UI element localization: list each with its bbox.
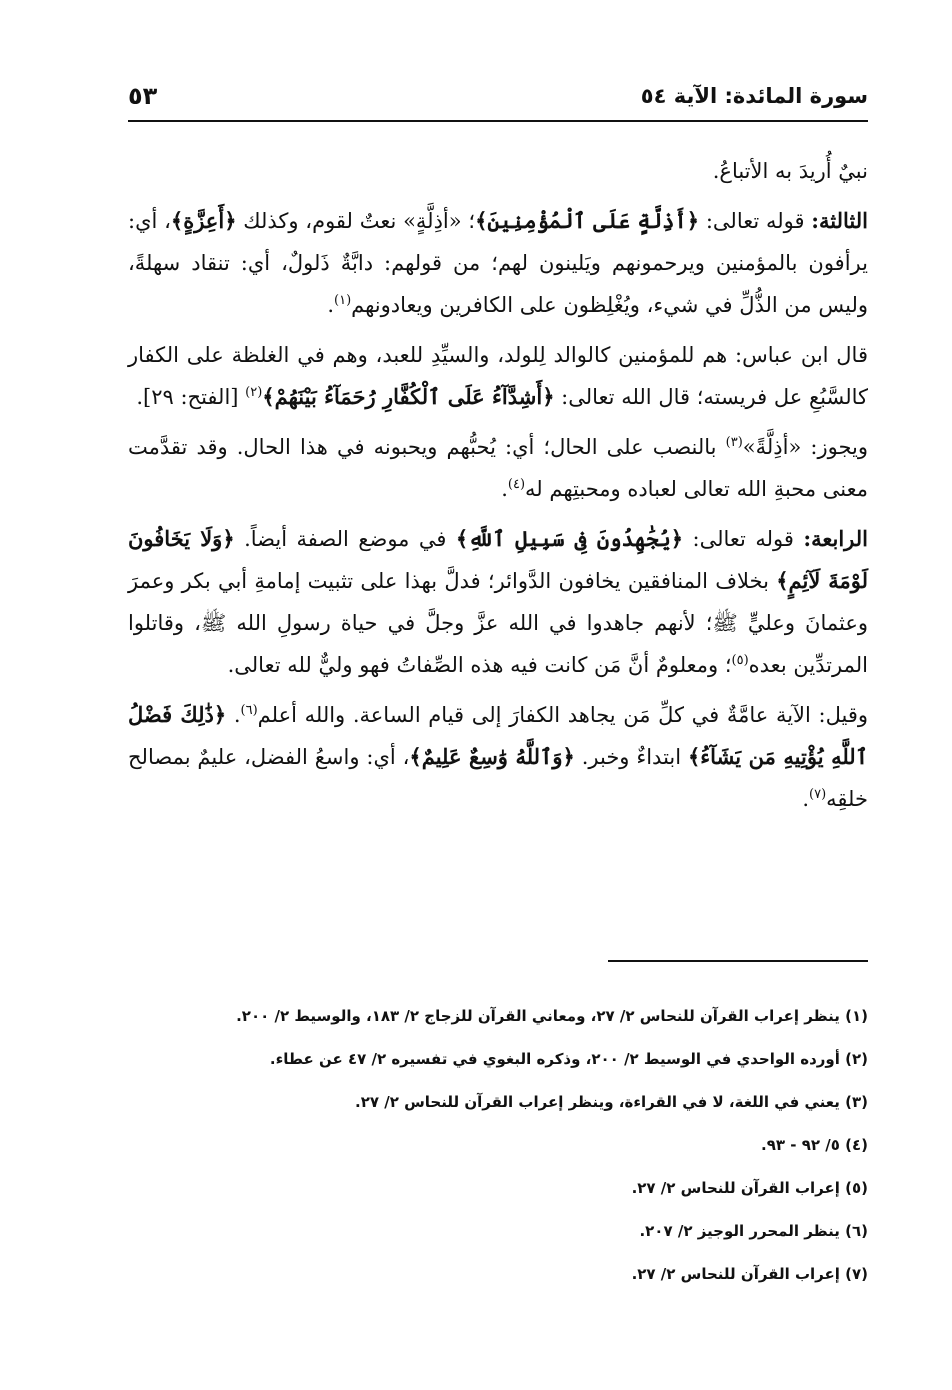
footnote-ref: (٢) — [245, 385, 263, 400]
section-heading-third: الثالثة: — [811, 208, 868, 233]
running-title: سورة المائدة: الآية ٥٤ — [640, 84, 868, 108]
ornate-bracket-close: ﴾ — [475, 208, 488, 233]
text-segment: . — [327, 293, 335, 317]
footnote-ref: (٦) — [240, 703, 258, 718]
footnote-ref: (١) — [334, 293, 352, 308]
ornate-bracket-close: ﴾ — [262, 384, 275, 409]
text-segment: . — [501, 477, 508, 501]
text-segment: قال ابن عباس: هم للمؤمنين كالوالد لِلولد، والسيِّدِ للعبد، وهم في الغلظة على الكفار كالسَّبُعِ عل فريسته؛ قال الله تعالى: — [128, 343, 868, 409]
footnote-ref: (٤) — [507, 477, 526, 492]
text-segment: ؛ ومعلومٌ أنَّ مَن كانت فيه هذه الصِّفاتُ فهو وليٌّ لله تعالى. — [227, 653, 732, 677]
ornate-bracket-close: ﴾ — [776, 568, 789, 593]
ornate-bracket-open: ﴿ — [222, 526, 235, 551]
text-segment: بخلاف المنافقين يخافون الدَّوائر؛ فدلَّ بهذا على تثبيت إمامةِ أبي بكر وعمرَ وعثمانَ وعليٍّ ﷺ؛ لأنهم جاهدوا في الله عزَّ وجلَّ في حياة رسولِ الله ﷺ، وقاتلوا المرتدِّين بعده — [128, 569, 868, 677]
text-segment: ؛ «أذِلَّةٍ» نعتٌ لقوم، وكذلك — [236, 209, 476, 233]
page-header — [128, 74, 868, 122]
quran-quote: يُجَٰهِدُونَ فِى سَبِيلِ ٱللَّهِ — [468, 526, 671, 551]
ornate-bracket-open: ﴿ — [686, 208, 700, 233]
footnotes — [128, 995, 868, 1296]
paragraph-1: نبيٌ أُريدَ به الأتباعُ. — [712, 159, 868, 183]
quran-quote: أَعِزَّةٍ — [183, 208, 225, 233]
verse-reference: [الفتح: ٢٩]. — [136, 385, 246, 409]
footnote-4: (٤) ٥/ ٩٢ - ٩٣. — [761, 1136, 868, 1154]
ornate-bracket-open: ﴿ — [670, 526, 684, 551]
quran-quote: أَذِلَّةٍ عَلَى ٱلْمُؤْمِنِينَ — [487, 208, 687, 233]
quran-quote: وَلَا يَخَافُونَ لَوْمَةَ لَآئِمٍ — [128, 526, 868, 593]
ornate-bracket-open: ﴿ — [542, 384, 555, 409]
text-segment: . — [226, 703, 241, 727]
footnote-6: (٦) ينظر المحرر الوجيز ٢/ ٢٠٧. — [639, 1222, 868, 1240]
footnote-ref: (٣) — [725, 435, 743, 450]
ornate-bracket-close: ﴾ — [170, 208, 184, 233]
paragraph-6 — [128, 694, 868, 820]
text-segment: بالنصب على الحال؛ أي: يُحبُّهم ويحبونه في هذا الحال. وقد تقدَّمت معنى محبةِ الله تعالى لعباده ومحبتِهم له — [128, 435, 868, 501]
section-heading-fourth: الرابعة: — [803, 526, 868, 551]
footnote-7: (٧) إعراب القرآن للنحاس ٢/ ٢٧. — [631, 1265, 868, 1283]
main-text — [128, 150, 868, 828]
paragraph-2 — [128, 200, 868, 326]
footnote-1: (١) ينظر إعراب القرآن للنحاس ٢/ ٢٧، ومعاني القرآن للزجاج ٢/ ١٨٣، والوسيط ٢/ ٢٠٠. — [236, 1007, 868, 1025]
text-segment: وقيل: الآية عامَّةٌ في كلِّ مَن يجاهد الكفارَ إلى قيام الساعة. والله أعلم — [257, 703, 868, 727]
quran-quote: وَٱللَّهُ وَٰسِعٌ عَلِيمٌ — [421, 744, 563, 769]
paragraph-3 — [128, 334, 868, 418]
footnote-5: (٥) إعراب القرآن للنحاس ٢/ ٢٧. — [631, 1179, 868, 1197]
text-segment: ، أي: يرأفون بالمؤمنين ويرحمونهم ويَلينون لهم؛ من قولهم: دابَّةٌ ذَلولٌ، أي: تنقاد سهلةً، وليس من الذُّلِّ في شيء، ويُغْلِظون على الكافرين ويعادونهم — [128, 209, 868, 317]
ornate-bracket-close: ﴾ — [687, 744, 701, 769]
text-segment: قوله تعالى: — [699, 209, 812, 233]
text-segment: ويجوز: «أذِلَّةً» — [742, 435, 868, 459]
text-segment: ابتداءٌ وخبر. — [574, 745, 688, 769]
text-segment: قوله تعالى: — [683, 527, 804, 551]
ornate-bracket-open: ﴿ — [224, 208, 237, 233]
footnote-ref: (٥) — [731, 653, 749, 668]
footnote-divider — [608, 960, 868, 962]
text-segment: . — [802, 787, 810, 811]
quran-quote: ذَٰلِكَ فَضْلُ ٱللَّهِ يُؤْتِيهِ مَن يَشَآءُ — [128, 702, 868, 769]
ornate-bracket-open: ﴿ — [213, 702, 227, 727]
ornate-bracket-open: ﴿ — [562, 744, 575, 769]
ornate-bracket-close: ﴾ — [455, 526, 469, 551]
ornate-bracket-close: ﴾ — [409, 744, 422, 769]
text-segment: ، أي: واسعُ الفضل، عليمٌ بمصالح خلقِه — [128, 745, 868, 811]
paragraph-5 — [128, 518, 868, 686]
footnote-2: (٢) أورده الواحدي في الوسيط ٢/ ٢٠٠، وذكره البغوي في تفسيره ٢/ ٤٧ عن عطاء. — [269, 1050, 868, 1068]
paragraph-4 — [128, 426, 868, 510]
page-number: ٥٣ — [128, 82, 158, 110]
footnote-3: (٣) يعني في اللغة، لا في القراءة، وينظر إعراب القرآن للنحاس ٢/ ٢٧. — [355, 1093, 868, 1111]
text-segment: في موضع الصفة أيضاً. — [234, 527, 456, 551]
footnote-ref: (٧) — [809, 787, 827, 802]
quran-quote: أَشِدَّآءُ عَلَى ٱلْكُفَّارِ رُحَمَآءُ بَيْنَهُمْ — [274, 384, 543, 409]
